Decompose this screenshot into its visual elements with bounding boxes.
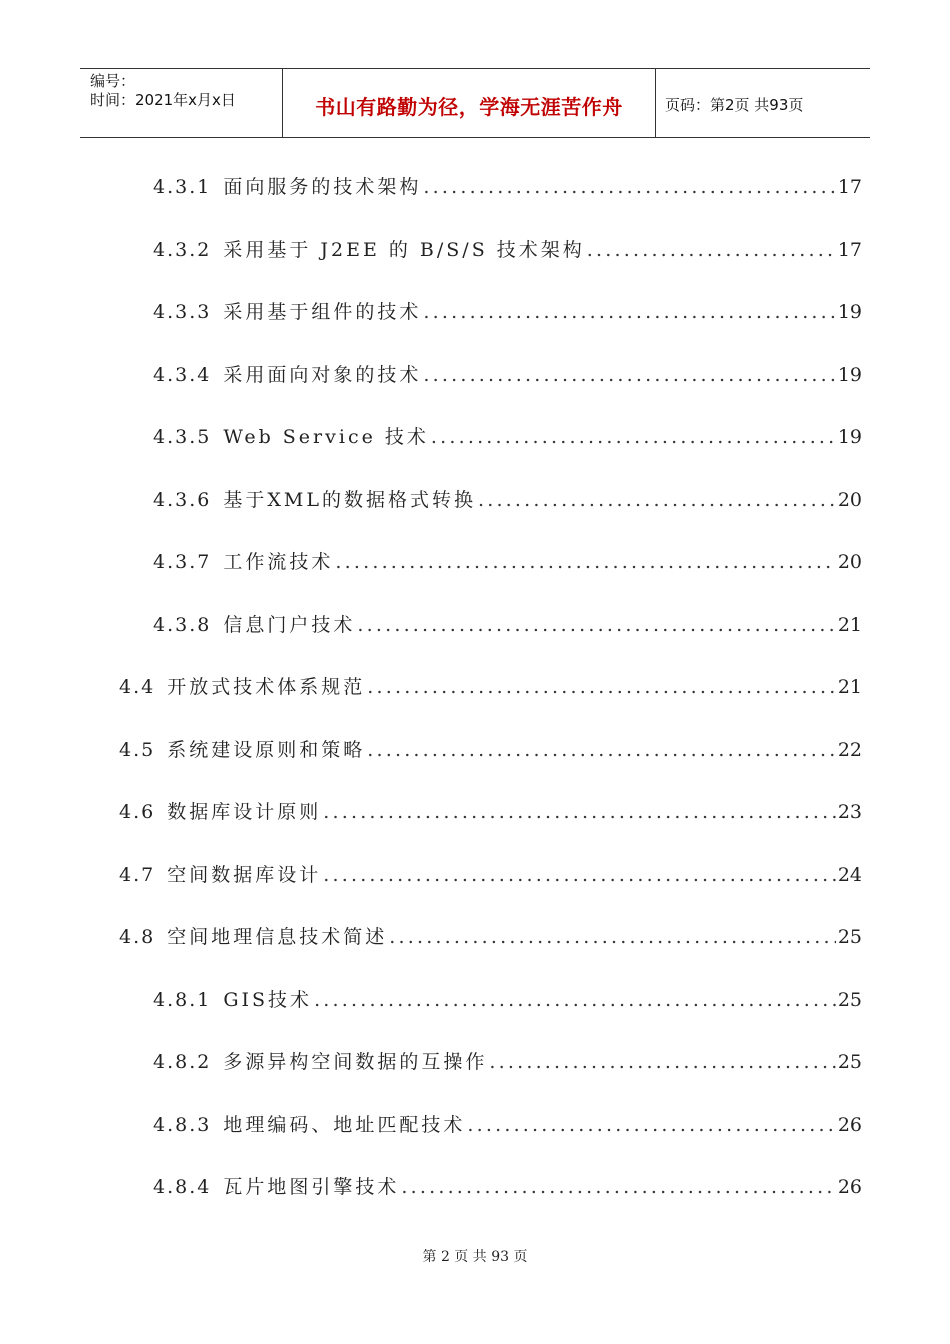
toc-entry[interactable] bbox=[153, 610, 862, 636]
toc-entry-title: 瓦片地图引擎技术 bbox=[223, 1176, 400, 1198]
toc-entry-number: 4.6 bbox=[119, 801, 156, 823]
toc-dot-leader bbox=[467, 1114, 835, 1136]
toc-dot-leader bbox=[367, 739, 836, 761]
toc-entry-number: 4.4 bbox=[119, 676, 156, 698]
toc-entry[interactable] bbox=[119, 735, 862, 761]
toc-entry-page: 20 bbox=[837, 488, 862, 511]
toc-dot-leader bbox=[367, 676, 836, 698]
toc-entry-number: 4.8.3 bbox=[153, 1113, 212, 1136]
toc-entry-page: 25 bbox=[837, 1051, 862, 1073]
toc-entry-number: 4.3.7 bbox=[153, 551, 212, 573]
toc-dot-leader bbox=[423, 301, 835, 323]
toc-entry-title: 数据库设计原则 bbox=[167, 801, 322, 823]
toc-entry-page: 17 bbox=[837, 238, 862, 261]
toc-entry-number: 4.3.6 bbox=[153, 488, 212, 511]
toc-entry-title: 采用基于组件的技术 bbox=[223, 301, 422, 323]
toc-entry[interactable] bbox=[153, 360, 862, 386]
toc-entry-title: 采用基于 J2EE 的 B/S/S 技术架构 bbox=[223, 238, 585, 261]
toc-entry-number: 4.8.4 bbox=[153, 1176, 212, 1198]
toc-entry[interactable] bbox=[153, 235, 862, 261]
toc-dot-leader bbox=[423, 364, 835, 386]
toc-entry-page: 23 bbox=[837, 801, 862, 823]
toc-entry-page: 20 bbox=[837, 551, 862, 573]
toc-entry-number: 4.3.2 bbox=[153, 238, 212, 261]
toc-dot-leader bbox=[335, 551, 835, 573]
toc-entry-number: 4.7 bbox=[119, 863, 156, 886]
toc-entry-title: 空间地理信息技术简述 bbox=[167, 926, 388, 948]
toc-entry[interactable] bbox=[119, 797, 862, 823]
toc-entry[interactable] bbox=[153, 172, 862, 198]
toc-entry-title: 开放式技术体系规范 bbox=[167, 676, 366, 698]
toc-entry-number: 4.3.1 bbox=[153, 176, 212, 198]
toc-entry-title: 信息门户技术 bbox=[223, 613, 356, 636]
toc-entry-title: 地理编码、地址匹配技术 bbox=[223, 1113, 466, 1136]
document-time-label: 时间：2021年x月x日 bbox=[90, 91, 236, 109]
toc-entry[interactable] bbox=[153, 1110, 862, 1136]
toc-entry-page: 22 bbox=[837, 738, 862, 761]
toc-entry-page: 21 bbox=[837, 676, 862, 698]
toc-dot-leader bbox=[423, 176, 835, 198]
toc-dot-leader bbox=[489, 1051, 835, 1073]
header-slogan: 书山有路勤为径，学海无涯苦作舟 bbox=[315, 95, 623, 119]
toc-entry-number: 4.8.1 bbox=[153, 988, 212, 1011]
toc-entry-title: 空间数据库设计 bbox=[167, 863, 322, 886]
toc-dot-leader bbox=[478, 489, 836, 511]
toc-entry-page: 17 bbox=[837, 176, 862, 198]
toc-entry-page: 19 bbox=[837, 363, 862, 386]
toc-entry-number: 4.3.5 bbox=[153, 426, 212, 448]
toc-entry-number: 4.3.8 bbox=[153, 613, 212, 636]
header-page-info: 页码：第2页 共93页 bbox=[665, 96, 804, 114]
toc-entry-title: 采用面向对象的技术 bbox=[223, 363, 422, 386]
toc-entry-title: 多源异构空间数据的互操作 bbox=[223, 1051, 488, 1073]
toc-entry-page: 26 bbox=[837, 1176, 862, 1198]
document-number-label: 编号： bbox=[90, 72, 136, 90]
toc-entry[interactable] bbox=[153, 422, 862, 448]
toc-entry-number: 4.8.2 bbox=[153, 1051, 212, 1073]
toc-dot-leader bbox=[357, 614, 835, 636]
toc-entry-page: 19 bbox=[837, 426, 862, 448]
toc-entry-title: 基于XML的数据格式转换 bbox=[223, 488, 476, 511]
toc-entry[interactable] bbox=[153, 1172, 862, 1198]
toc-dot-leader bbox=[401, 1176, 835, 1198]
toc-dot-leader bbox=[323, 801, 836, 823]
toc-entry-title: 系统建设原则和策略 bbox=[167, 738, 366, 761]
toc-dot-leader bbox=[431, 426, 836, 448]
toc-entry[interactable] bbox=[153, 547, 862, 573]
toc-entry-page: 21 bbox=[837, 613, 862, 636]
toc-entry-number: 4.3.3 bbox=[153, 301, 212, 323]
toc-entry[interactable] bbox=[153, 985, 862, 1011]
toc-entry-number: 4.5 bbox=[119, 738, 156, 761]
toc-entry-title: Web Service 技术 bbox=[223, 426, 429, 448]
toc-entry-page: 25 bbox=[837, 926, 862, 948]
toc-entry-page: 24 bbox=[837, 863, 862, 886]
toc-entry-page: 19 bbox=[837, 301, 862, 323]
toc-dot-leader bbox=[587, 239, 836, 261]
toc-entry[interactable] bbox=[153, 297, 862, 323]
toc-entry[interactable] bbox=[119, 672, 862, 698]
toc-entry-page: 25 bbox=[837, 988, 862, 1011]
toc-entry[interactable] bbox=[119, 860, 862, 886]
toc-entry[interactable] bbox=[119, 922, 862, 948]
toc-entry[interactable] bbox=[153, 1047, 862, 1073]
toc-entry-page: 26 bbox=[837, 1113, 862, 1136]
toc-entry-title: 面向服务的技术架构 bbox=[223, 176, 422, 198]
toc-entry[interactable] bbox=[153, 485, 862, 511]
toc-entry-title: GIS技术 bbox=[223, 988, 313, 1011]
toc-entry-number: 4.8 bbox=[119, 926, 156, 948]
page-footer: 第 2 页 共 93 页 bbox=[422, 1249, 528, 1265]
toc-dot-leader bbox=[314, 989, 836, 1011]
toc-entry-number: 4.3.4 bbox=[153, 363, 212, 386]
toc-dot-leader bbox=[389, 926, 836, 948]
toc-dot-leader bbox=[323, 864, 836, 886]
toc-entry-title: 工作流技术 bbox=[223, 551, 334, 573]
